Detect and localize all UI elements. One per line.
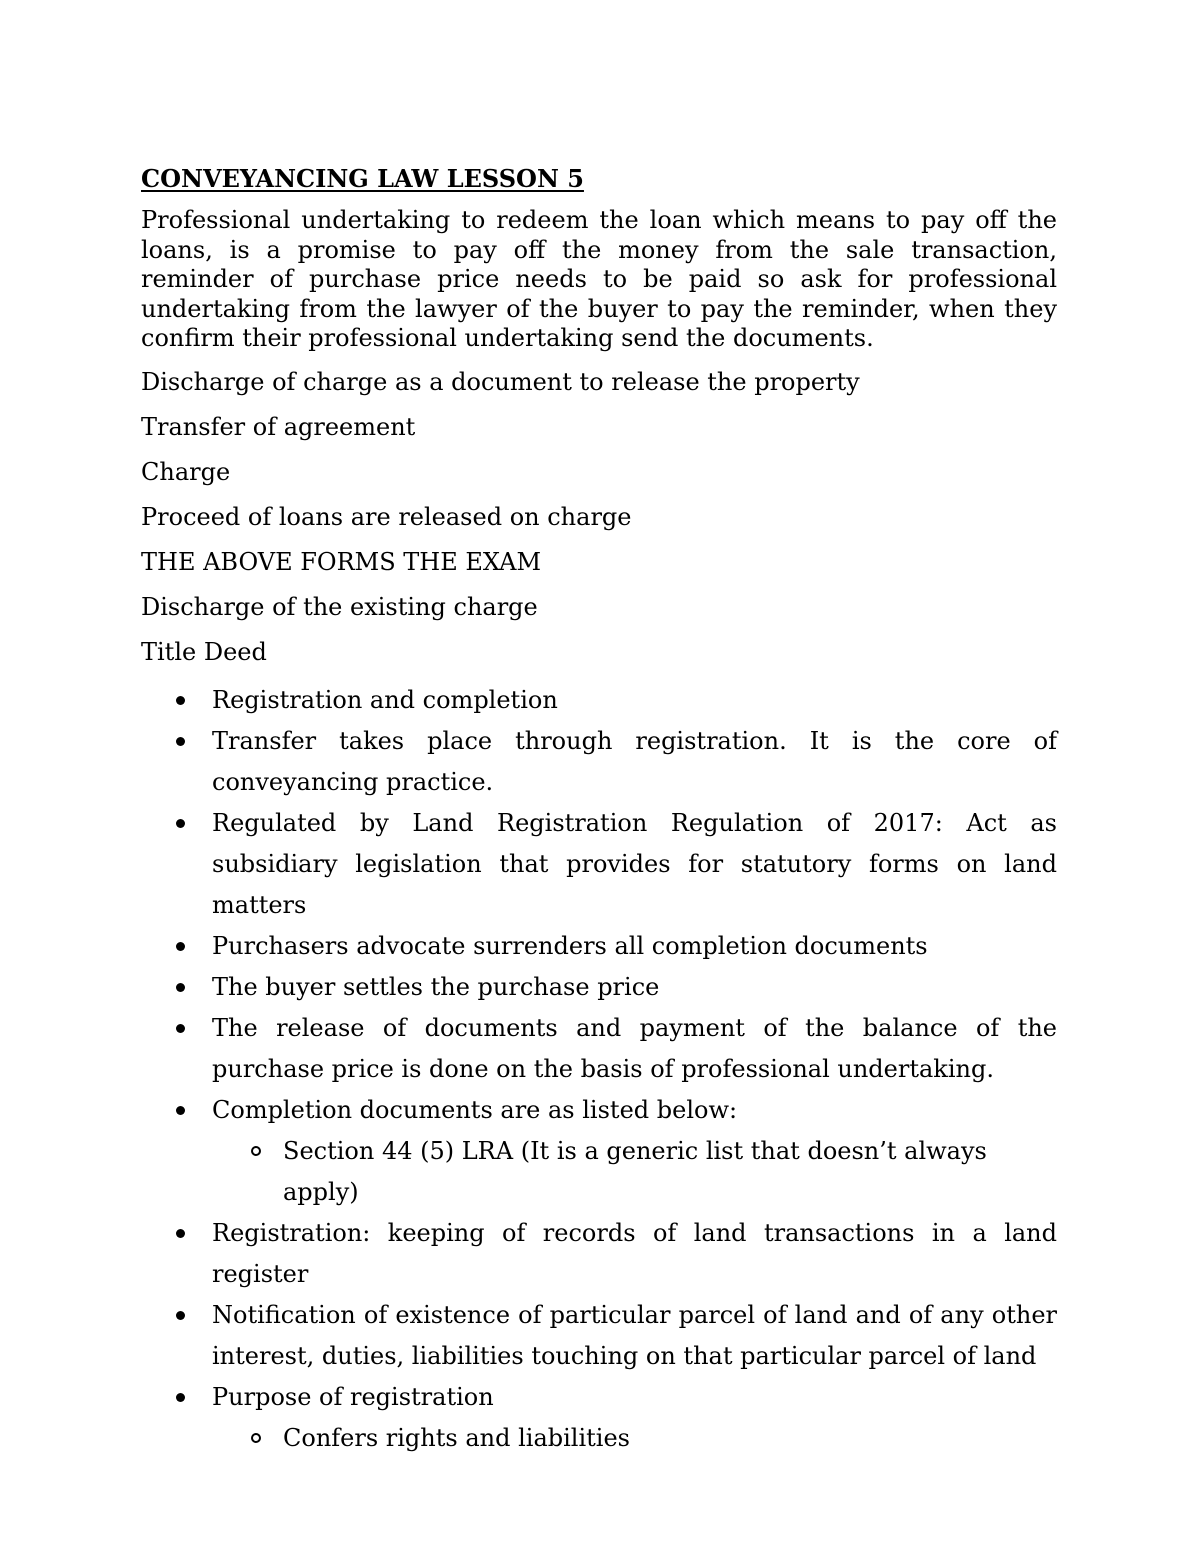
- bullet-text: Completion documents are as listed below:: [212, 1095, 738, 1124]
- bullet-item: [141, 967, 1057, 1008]
- bullet-item: [141, 680, 1057, 721]
- bullet-item: [141, 1295, 1057, 1377]
- bullet-ring-icon: [251, 1433, 261, 1443]
- bullet-list: [141, 1213, 1057, 1418]
- bullet-item: [141, 1213, 1057, 1295]
- bullet-text: Notification of existence of particular parcel of land and of any other interest, duties, liabilities touching on that particular parcel of land: [212, 1300, 1057, 1370]
- bullet-text: Transfer takes place through registration. It is the core of conveyancing practice.: [212, 726, 1057, 796]
- sub-bullet-text: Section 44 (5) LRA (It is a generic list that doesn’t always apply): [283, 1136, 987, 1206]
- bullet-dot-icon: [176, 983, 185, 992]
- sub-bullet-list: [141, 1131, 1057, 1213]
- bullet-text: Regulated by Land Registration Regulation of 2017: Act as subsidiary legislation that provides for statutory forms on land matters: [212, 808, 1057, 919]
- text-line: Transfer of agreement: [141, 412, 416, 441]
- bullet-text: Registration and completion: [212, 685, 558, 714]
- text-line: Proceed of loans are released on charge: [141, 502, 632, 531]
- bullet-dot-icon: [176, 696, 185, 705]
- bullet-list: [141, 680, 1057, 1131]
- text-line: THE ABOVE FORMS THE EXAM: [141, 547, 542, 576]
- document-title: CONVEYANCING LAW LESSON 5: [141, 164, 584, 193]
- sub-bullet-item: [141, 1418, 1057, 1459]
- bullet-text: Purchasers advocate surrenders all completion documents: [212, 931, 928, 960]
- text-line: Charge: [141, 457, 231, 486]
- bullet-item: [141, 721, 1057, 803]
- bullet-dot-icon: [176, 942, 185, 951]
- bullet-dot-icon: [176, 819, 185, 828]
- bullet-text: Registration: keeping of records of land transactions in a land register: [212, 1218, 1057, 1288]
- bullet-dot-icon: [176, 1024, 185, 1033]
- text-line: Discharge of charge as a document to release the property: [141, 367, 860, 396]
- bullet-item: [141, 1377, 1057, 1418]
- sub-bullet-text: Confers rights and liabilities: [283, 1423, 630, 1452]
- sub-bullet-list: [141, 1418, 1057, 1459]
- bullet-item: [141, 1090, 1057, 1131]
- document-page: [141, 163, 1057, 1459]
- bullet-ring-icon: [251, 1146, 261, 1156]
- intro-paragraph: Professional undertaking to redeem the loan which means to pay off the loans, is a promise to pay off the money from the sale transaction, reminder of purchase price needs to be paid so ask for professional undertaking from the lawyer of the buyer to pay the reminder, when they confirm their professional undertaking send the documents.: [141, 206, 1057, 352]
- bullet-item: [141, 926, 1057, 967]
- bullet-text: The buyer settles the purchase price: [212, 972, 660, 1001]
- bullet-text: Purpose of registration: [212, 1382, 494, 1411]
- bullet-dot-icon: [176, 1229, 185, 1238]
- text-line: Title Deed: [141, 637, 267, 666]
- bullet-text: The release of documents and payment of the balance of the purchase price is done on the basis of professional undertaking.: [212, 1013, 1057, 1083]
- bullet-item: [141, 803, 1057, 926]
- bullet-dot-icon: [176, 737, 185, 746]
- bullet-dot-icon: [176, 1106, 185, 1115]
- bullet-dot-icon: [176, 1393, 185, 1402]
- bullet-item: [141, 1008, 1057, 1090]
- text-line: Discharge of the existing charge: [141, 592, 538, 621]
- bullet-dot-icon: [176, 1311, 185, 1320]
- sub-bullet-item: [141, 1131, 1057, 1213]
